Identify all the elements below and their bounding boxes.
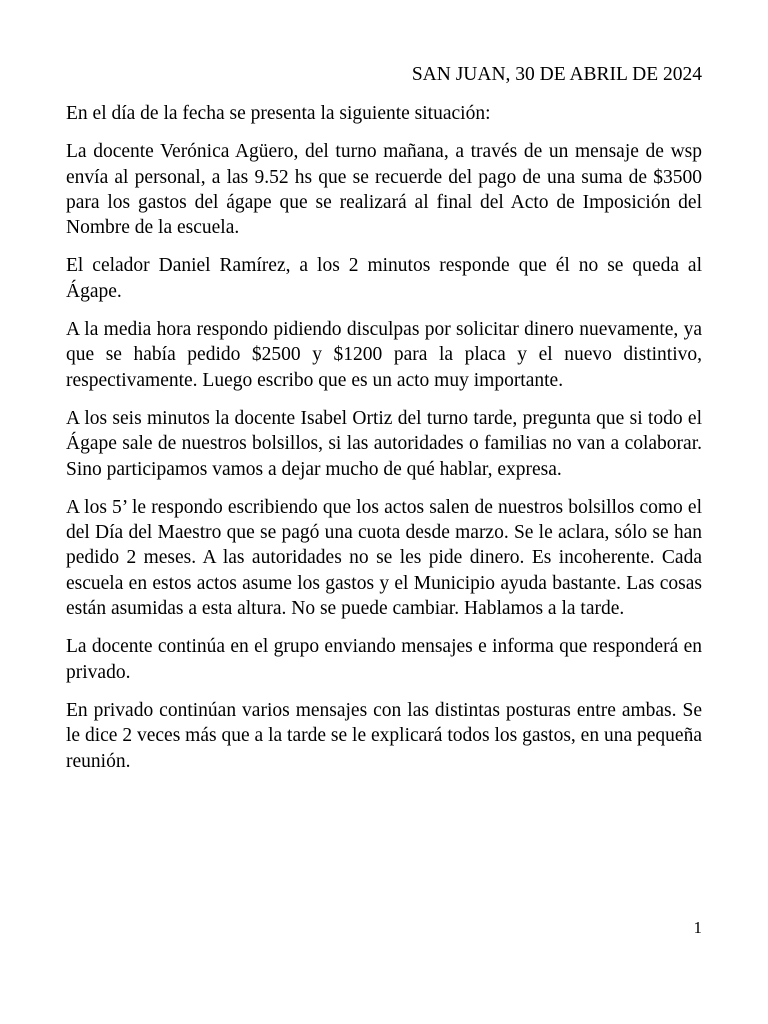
paragraph-isabel-question: A los seis minutos la docente Isabel Ortiz del turno tarde, pregunta que si todo el Ágape sale de nuestros bolsillos, si las autoridades o familias no van a colaborar. Sino participamos vamos a dejar mucho de qué hablar, expresa. xyxy=(66,407,702,480)
paragraph-celador-response: El celador Daniel Ramírez, a los 2 minutos responde que él no se queda al Ágape. xyxy=(66,255,702,302)
page-number: 1 xyxy=(693,918,702,937)
paragraph-apology-response: A la media hora respondo pidiendo disculpas por solicitar dinero nuevamente, ya que se había pedido $2500 y $1200 para la placa y el nuevo distintivo, respectivamente. Luego escribo que es un acto muy importante. xyxy=(66,319,702,391)
paragraph-veronica-message: La docente Verónica Agüero, del turno mañana, a través de un mensaje de wsp envía al personal, a las 9.52 hs que se recuerde del pago de una suma de $3500 para los gastos del ágape que se realizará al final del Acto de Imposición del Nombre de la escuela. xyxy=(66,141,702,239)
document-body xyxy=(66,101,702,787)
paragraph-expenses-reply: A los 5’ le respondo escribiendo que los actos salen de nuestros bolsillos como el del Día del Maestro que se pagó una cuota desde marzo. Se le aclara, sólo se han pedido 2 meses. A las autoridades no se les pide dinero. Es incoherente. Cada escuela en estos actos asume los gastos y el Municipio ayuda bastante. Las cosas están asumidas a esta altura. No se puede cambiar. Hablamos a la tarde. xyxy=(66,496,702,620)
paragraph-intro: En el día de la fecha se presenta la siguiente situación: xyxy=(66,103,491,124)
document-date: SAN JUAN, 30 DE ABRIL DE 2024 xyxy=(411,64,702,85)
paragraph-group-messages: La docente continúa en el grupo enviando mensajes e informa que responderá en privado. xyxy=(66,636,702,683)
paragraph-private-messages: En privado continúan varios mensajes con las distintas posturas entre ambas. Se le dice 2 veces más que a la tarde se le explicará todos los gastos, en una pequeña reunión. xyxy=(66,699,702,772)
